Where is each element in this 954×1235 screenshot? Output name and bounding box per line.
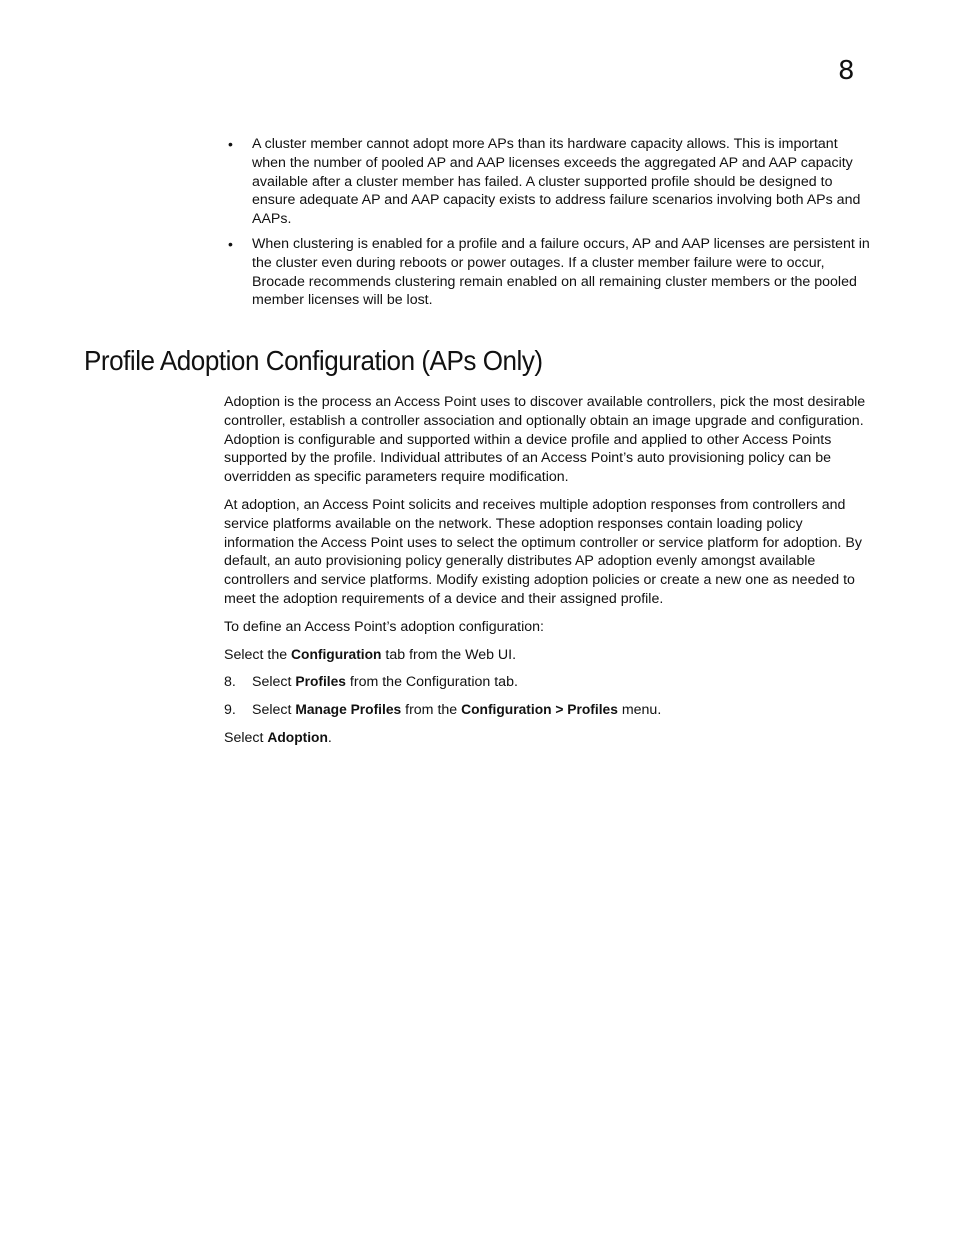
text: Select	[252, 674, 296, 691]
bullet-item	[226, 235, 871, 310]
bullet-icon: •	[228, 235, 233, 252]
ui-term-profiles: Profiles	[295, 674, 346, 690]
text: Select	[224, 729, 268, 746]
text: .	[327, 729, 332, 746]
ui-term-manage-profiles: Manage Profiles	[295, 702, 402, 718]
instruction-select-adoption	[224, 729, 872, 748]
bullet-text: A cluster member cannot adopt more APs than its hardware capacity allows. This is important when the number of pooled AP and AAP licenses exceeds the aggregated AP and AAP capacity available after a cluster member has failed. A cluster supported profile should be designed to ensure adequate AP and AAP capacity exists to address failure scenarios involving both APs and AAPs.	[252, 136, 861, 228]
bullet-list	[226, 135, 871, 316]
text: Select	[252, 702, 296, 719]
text: Select the	[224, 646, 292, 663]
ui-term-adoption: Adoption	[267, 729, 328, 745]
step-8	[224, 673, 872, 692]
section-body	[224, 393, 872, 757]
section-title: Profile Adoption Configuration (APs Only)	[84, 345, 543, 376]
step-number: 9.	[224, 702, 236, 719]
bullet-text: When clustering is enabled for a profile and a failure occurs, AP and AAP licenses are persistent in the cluster even during reboots or power outages. If a cluster member failure were to occur, Brocade recommends clustering remain enabled on all remaining cluster members or the pooled member licenses will be lost.	[252, 235, 870, 309]
paragraph: Adoption is the process an Access Point uses to discover available controllers, pick the most desirable controller, establish a controller association and optionally obtain an image upgrade and configuration. Adoption is configurable and supported within a device profile and applied to other Access Points supported by the profile. Individual attributes of an Access Point’s auto provisioning policy can be overridden as specific parameters require modification.	[224, 394, 866, 486]
paragraph: To define an Access Point’s adoption configuration:	[224, 618, 544, 635]
bullet-item	[226, 135, 871, 229]
text: from the	[401, 702, 462, 719]
text: tab from the Web UI.	[381, 646, 517, 663]
text: from the Configuration tab.	[345, 674, 518, 691]
paragraph: At adoption, an Access Point solicits and receives multiple adoption responses from controllers and service platforms available on the network. These adoption responses contain loading policy information the Access Point uses to select the optimum controller or service platform for adoption. By default, an auto provisioning policy generally distributes AP adoption evenly amongst available controllers and service platforms. Modify existing adoption policies or create a new one as needed to meet the adoption requirements of a device and their assigned profile.	[224, 496, 862, 607]
step-number: 8.	[224, 674, 236, 691]
step-9	[224, 701, 872, 720]
ui-term-configuration: Configuration	[291, 646, 382, 662]
text: menu.	[617, 702, 662, 719]
bullet-icon: •	[228, 136, 233, 152]
instruction-select-configuration	[224, 646, 872, 665]
page-number: 8	[838, 56, 855, 86]
ui-term-configuration-profiles: Configuration > Profiles	[461, 702, 618, 718]
